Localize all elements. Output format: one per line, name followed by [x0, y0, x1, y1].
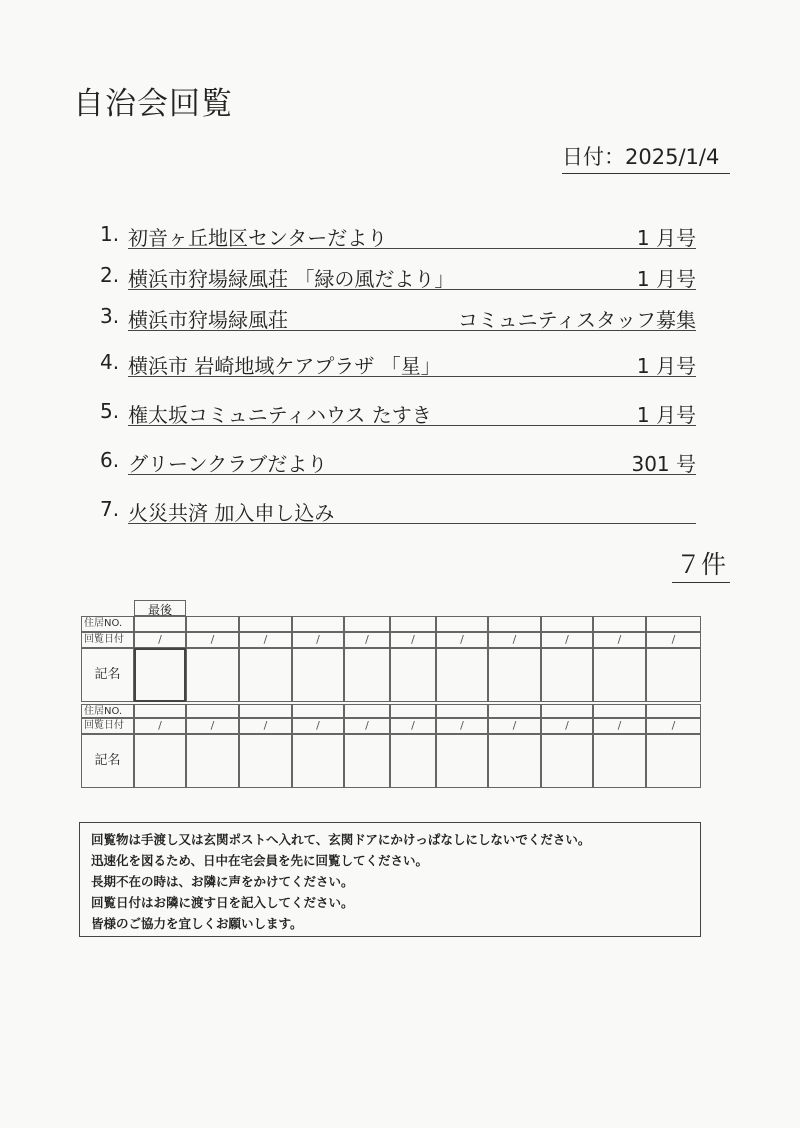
date-cell: /	[436, 632, 488, 648]
item-number: 3.	[100, 304, 120, 328]
date-cell: /	[134, 632, 186, 648]
signature-cell	[186, 734, 239, 788]
signature-cell	[436, 648, 488, 702]
residence-number-cell	[390, 616, 436, 632]
item-issue: 1 月号	[636, 403, 696, 427]
residence-number-cell	[134, 704, 186, 718]
notice-line: 皆様のご協力を宜しくお願いします。	[91, 916, 303, 931]
date-cell: /	[344, 718, 390, 734]
item-number: 7.	[100, 497, 120, 521]
date-cell: /	[541, 632, 593, 648]
residence-number-cell	[488, 704, 541, 718]
signature-cell	[292, 734, 344, 788]
notice-line: 長期不在の時は、お隣に声をかけてください。	[91, 874, 354, 889]
item-name: 火災共済 加入申し込み	[128, 501, 335, 525]
date-cell: /	[646, 632, 701, 648]
item-number: 5.	[100, 399, 120, 423]
residence-number-cell	[593, 616, 646, 632]
item-name: 権太坂コミュニティハウス たすき	[128, 403, 432, 427]
signature-cell	[344, 734, 390, 788]
item-line	[128, 448, 696, 475]
item-name: 初音ヶ丘地区センターだより	[128, 226, 388, 250]
date-cell: /	[593, 632, 646, 648]
circulation-date-label: 回覧日付	[81, 718, 134, 734]
date-cell: /	[292, 718, 344, 734]
item-issue: 1 月号	[636, 267, 696, 291]
date-cell: /	[488, 718, 541, 734]
date-cell: /	[436, 718, 488, 734]
signature-label: 記名	[81, 734, 134, 788]
residence-number-cell	[186, 704, 239, 718]
circulation-date-label: 回覧日付	[81, 632, 134, 648]
signature-cell	[239, 648, 292, 702]
signature-cell	[436, 734, 488, 788]
notice-line: 回覧物は手渡し又は玄関ポストへ入れて、玄関ドアにかけっぱなしにしないでください。	[91, 832, 591, 847]
signature-cell	[541, 734, 593, 788]
notice-line: 迅速化を図るため、日中在宅会員を先に回覧してください。	[91, 853, 429, 868]
page-title: 自治会回覧	[73, 86, 233, 122]
item-line	[128, 304, 696, 331]
residence-number-cell	[541, 704, 593, 718]
residence-number-cell	[186, 616, 239, 632]
date-cell: /	[239, 718, 292, 734]
signature-cell	[344, 648, 390, 702]
residence-number-cell	[436, 704, 488, 718]
item-name: グリーンクラブだより	[128, 452, 328, 476]
signature-cell	[646, 648, 701, 702]
signature-cell	[292, 648, 344, 702]
notice-line: 回覧日付はお隣に渡す日を記入してください。	[91, 895, 354, 910]
residence-number-cell	[646, 616, 701, 632]
item-issue: コミュニティスタッフ募集	[458, 308, 696, 332]
date-cell: /	[390, 718, 436, 734]
signature-cell	[593, 734, 646, 788]
date-cell: /	[488, 632, 541, 648]
date-cell: /	[134, 718, 186, 734]
date-cell: /	[292, 632, 344, 648]
date-cell: /	[390, 632, 436, 648]
residence-number-cell	[390, 704, 436, 718]
item-line	[128, 399, 696, 426]
date-cell: /	[541, 718, 593, 734]
signature-cell	[186, 648, 239, 702]
signature-label: 記名	[81, 648, 134, 702]
signature-cell	[134, 734, 186, 788]
residence-number-cell	[488, 616, 541, 632]
residence-number-cell	[292, 616, 344, 632]
item-name: 横浜市 岩崎地域ケアプラザ 「星」	[128, 354, 441, 378]
item-issue: 1 月号	[636, 226, 696, 250]
date-cell: /	[344, 632, 390, 648]
date-cell: /	[593, 718, 646, 734]
date-cell: /	[239, 632, 292, 648]
residence-number-cell	[134, 616, 186, 632]
item-name: 横浜市狩場緑風荘	[128, 308, 288, 332]
residence-number-cell	[344, 616, 390, 632]
signature-cell	[488, 734, 541, 788]
date-cell: /	[186, 718, 239, 734]
residence-number-label: 住居NO.	[81, 616, 134, 632]
item-name: 横浜市狩場緑風荘 「緑の風だより」	[128, 267, 455, 291]
circulation-date: 日付：2025/1/4	[562, 141, 730, 174]
item-number: 1.	[100, 222, 120, 246]
date-cell: /	[646, 718, 701, 734]
item-line	[128, 497, 696, 524]
residence-number-cell	[344, 704, 390, 718]
residence-number-cell	[593, 704, 646, 718]
item-number: 6.	[100, 448, 120, 472]
signature-cell	[390, 734, 436, 788]
signature-cell	[541, 648, 593, 702]
item-line	[128, 222, 696, 249]
last-recipient-label: 最後	[134, 600, 186, 616]
signature-cell	[239, 734, 292, 788]
residence-number-cell	[292, 704, 344, 718]
residence-number-cell	[239, 616, 292, 632]
signature-cell	[488, 648, 541, 702]
item-line	[128, 263, 696, 290]
item-line	[128, 350, 696, 377]
residence-number-cell	[239, 704, 292, 718]
item-number: 4.	[100, 350, 120, 374]
item-issue: 1 月号	[636, 354, 696, 378]
item-number: 2.	[100, 263, 120, 287]
last-signature-cell	[134, 648, 186, 702]
residence-number-cell	[646, 704, 701, 718]
residence-number-cell	[541, 616, 593, 632]
notice-box	[79, 822, 701, 937]
item-issue: 301 号	[631, 452, 696, 476]
signature-cell	[593, 648, 646, 702]
residence-number-cell	[436, 616, 488, 632]
signature-cell	[646, 734, 701, 788]
signature-cell	[390, 648, 436, 702]
residence-number-label: 住居NO.	[81, 704, 134, 718]
date-cell: /	[186, 632, 239, 648]
item-count: ７件	[672, 545, 730, 583]
